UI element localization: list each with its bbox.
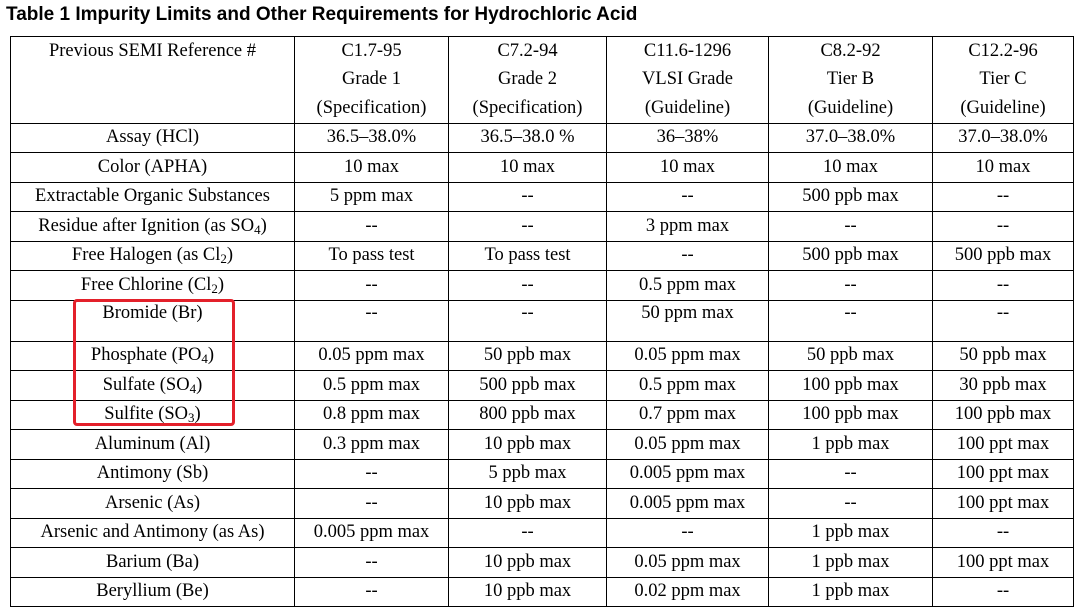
value-cell: 100 ppb max (769, 400, 933, 430)
header-cell: (Guideline) (607, 94, 769, 123)
row-label-suffix: ) (260, 215, 267, 236)
value-cell: -- (449, 271, 607, 301)
row-label (11, 182, 295, 212)
value-cell: 1 ppb max (769, 577, 933, 607)
value-cell: 10 max (449, 153, 607, 183)
row-label-text: Color (APHA) (97, 156, 208, 177)
value-cell: -- (933, 518, 1074, 548)
header-cell: VLSI Grade (607, 66, 769, 95)
row-label-suffix: ) (194, 404, 201, 425)
table-row (11, 153, 1074, 183)
value-cell: 1 ppb max (769, 548, 933, 578)
impurity-limits-table (10, 36, 1074, 607)
header-cell: Grade 1 (295, 66, 449, 95)
value-cell: 100 ppt max (933, 489, 1074, 519)
table-row (11, 241, 1074, 271)
value-cell: -- (295, 489, 449, 519)
value-cell: -- (449, 182, 607, 212)
header-cell: Tier C (933, 66, 1074, 95)
row-label-suffix: ) (226, 245, 234, 266)
header-cell: C1.7-95 (295, 37, 449, 66)
row-label-text: Extractable Organic Substances (35, 186, 270, 207)
value-cell: -- (769, 459, 933, 489)
row-label (11, 489, 295, 519)
header-cell: C11.6-1296 (607, 37, 769, 66)
value-cell: 10 max (933, 153, 1074, 183)
value-cell: 100 ppb max (933, 400, 1074, 430)
value-cell: 0.005 ppm max (295, 518, 449, 548)
row-label-subscript: 4 (201, 351, 208, 367)
header-cell (11, 94, 295, 123)
table-row (11, 548, 1074, 578)
row-label (11, 271, 295, 301)
value-cell: 10 ppb max (449, 548, 607, 578)
value-cell: 100 ppt max (933, 548, 1074, 578)
row-label-subscript: 4 (254, 221, 261, 237)
value-cell: 50 ppb max (769, 341, 933, 371)
value-cell: 10 ppb max (449, 577, 607, 607)
value-cell: 0.05 ppm max (607, 430, 769, 460)
row-label-text: Bromide (Br) (102, 302, 203, 323)
value-cell: 0.005 ppm max (607, 489, 769, 519)
value-cell: 0.05 ppm max (607, 548, 769, 578)
header-cell: (Specification) (295, 94, 449, 123)
value-cell: -- (295, 548, 449, 578)
value-cell: 100 ppt max (933, 459, 1074, 489)
value-cell: 10 max (607, 153, 769, 183)
value-cell: -- (449, 300, 607, 341)
row-label (11, 400, 295, 430)
row-label-subscript: 4 (189, 380, 197, 396)
header-cell (11, 66, 295, 95)
value-cell: 36.5–38.0% (295, 123, 449, 153)
row-label-text: Antimony (Sb) (96, 463, 209, 484)
value-cell: 1 ppb max (769, 518, 933, 548)
row-label-text: Barium (Ba) (106, 551, 199, 572)
value-cell: 0.7 ppm max (607, 400, 769, 430)
row-label-suffix: ) (196, 374, 203, 395)
header-row-grade (11, 66, 1074, 95)
value-cell: -- (449, 212, 607, 242)
row-label (11, 300, 295, 341)
row-label (11, 153, 295, 183)
row-label-text: Sulfate (SO (102, 374, 190, 395)
row-label (11, 241, 295, 271)
row-label (11, 212, 295, 242)
value-cell: 500 ppb max (933, 241, 1074, 271)
header-cell: (Guideline) (933, 94, 1074, 123)
row-label (11, 341, 295, 371)
row-label-text: Beryllium (Be) (96, 581, 209, 602)
value-cell: -- (607, 518, 769, 548)
table-row (11, 371, 1074, 401)
value-cell: 10 ppb max (449, 489, 607, 519)
value-cell: -- (769, 271, 933, 301)
value-cell: 36.5–38.0 % (449, 123, 607, 153)
row-label (11, 123, 295, 153)
value-cell: -- (933, 212, 1074, 242)
value-cell: 37.0–38.0% (769, 123, 933, 153)
value-cell: 10 max (295, 153, 449, 183)
table-row (11, 489, 1074, 519)
table-row (11, 271, 1074, 301)
row-label (11, 518, 295, 548)
value-cell: 0.05 ppm max (607, 341, 769, 371)
value-cell: 500 ppb max (769, 182, 933, 212)
table-row (11, 212, 1074, 242)
header-cell: Previous SEMI Reference # (11, 37, 295, 66)
value-cell: 0.05 ppm max (295, 341, 449, 371)
value-cell: -- (769, 489, 933, 519)
header-cell: (Specification) (449, 94, 607, 123)
row-label-suffix: ) (207, 345, 215, 366)
value-cell: 50 ppb max (449, 341, 607, 371)
value-cell: 0.5 ppm max (607, 371, 769, 401)
header-cell: Tier B (769, 66, 933, 95)
value-cell: 1 ppb max (769, 430, 933, 460)
value-cell: 0.5 ppm max (607, 271, 769, 301)
value-cell: 5 ppb max (449, 459, 607, 489)
value-cell: -- (933, 182, 1074, 212)
table-row (11, 182, 1074, 212)
table-row (11, 400, 1074, 430)
row-label-subscript: 2 (211, 280, 218, 296)
row-label-text: Residue after Ignition (as SO (38, 215, 255, 236)
value-cell: 0.3 ppm max (295, 430, 449, 460)
value-cell: 500 ppb max (449, 371, 607, 401)
value-cell: 50 ppb max (933, 341, 1074, 371)
header-cell: C8.2-92 (769, 37, 933, 66)
value-cell: -- (933, 577, 1074, 607)
value-cell: -- (933, 300, 1074, 341)
value-cell: 0.5 ppm max (295, 371, 449, 401)
table-row (11, 430, 1074, 460)
row-label-subscript: 2 (220, 251, 227, 267)
value-cell: -- (295, 271, 449, 301)
value-cell: 37.0–38.0% (933, 123, 1074, 153)
row-label (11, 548, 295, 578)
header-cell: C7.2-94 (449, 37, 607, 66)
value-cell: -- (295, 459, 449, 489)
value-cell: -- (769, 212, 933, 242)
row-label-text: Arsenic (As) (104, 492, 201, 513)
header-cell: Grade 2 (449, 66, 607, 95)
value-cell: -- (933, 271, 1074, 301)
value-cell: 36–38% (607, 123, 769, 153)
value-cell: 10 ppb max (449, 430, 607, 460)
value-cell: 0.8 ppm max (295, 400, 449, 430)
value-cell: -- (607, 241, 769, 271)
row-label-subscript: 3 (188, 410, 195, 426)
row-label-suffix: ) (217, 274, 225, 295)
header-cell: C12.2-96 (933, 37, 1074, 66)
value-cell: -- (295, 212, 449, 242)
value-cell: -- (607, 182, 769, 212)
row-label (11, 371, 295, 401)
value-cell: 3 ppm max (607, 212, 769, 242)
value-cell: -- (295, 300, 449, 341)
row-label-text: Free Halogen (as Cl (71, 245, 221, 266)
row-label-text: Free Chlorine (Cl (80, 274, 212, 295)
value-cell: 30 ppb max (933, 371, 1074, 401)
value-cell: 5 ppm max (295, 182, 449, 212)
row-label-text: Phosphate (PO (90, 345, 202, 366)
row-label-text: Assay (HCl) (105, 127, 199, 148)
value-cell: 0.005 ppm max (607, 459, 769, 489)
value-cell: 100 ppt max (933, 430, 1074, 460)
table-body (11, 37, 1074, 607)
table-row (11, 459, 1074, 489)
row-label (11, 577, 295, 607)
row-label-text: Arsenic and Antimony (as As) (40, 522, 265, 543)
value-cell: -- (449, 518, 607, 548)
row-label-text: Sulfite (SO (104, 404, 189, 425)
table-row (11, 518, 1074, 548)
table-row (11, 300, 1074, 341)
table-row (11, 341, 1074, 371)
row-label (11, 459, 295, 489)
value-cell: To pass test (449, 241, 607, 271)
table-caption: Table 1 Impurity Limits and Other Requirements for Hydrochloric Acid (6, 4, 638, 25)
value-cell: 100 ppb max (769, 371, 933, 401)
header-row-type (11, 94, 1074, 123)
value-cell: 50 ppm max (607, 300, 769, 341)
value-cell: -- (769, 300, 933, 341)
value-cell: 500 ppb max (769, 241, 933, 271)
row-label (11, 430, 295, 460)
row-label-text: Aluminum (Al) (94, 433, 211, 454)
value-cell: 800 ppb max (449, 400, 607, 430)
table-row (11, 123, 1074, 153)
header-cell: (Guideline) (769, 94, 933, 123)
value-cell: To pass test (295, 241, 449, 271)
value-cell: 0.02 ppm max (607, 577, 769, 607)
value-cell: -- (295, 577, 449, 607)
value-cell: 10 max (769, 153, 933, 183)
header-row-reference (11, 37, 1074, 66)
table-row (11, 577, 1074, 607)
